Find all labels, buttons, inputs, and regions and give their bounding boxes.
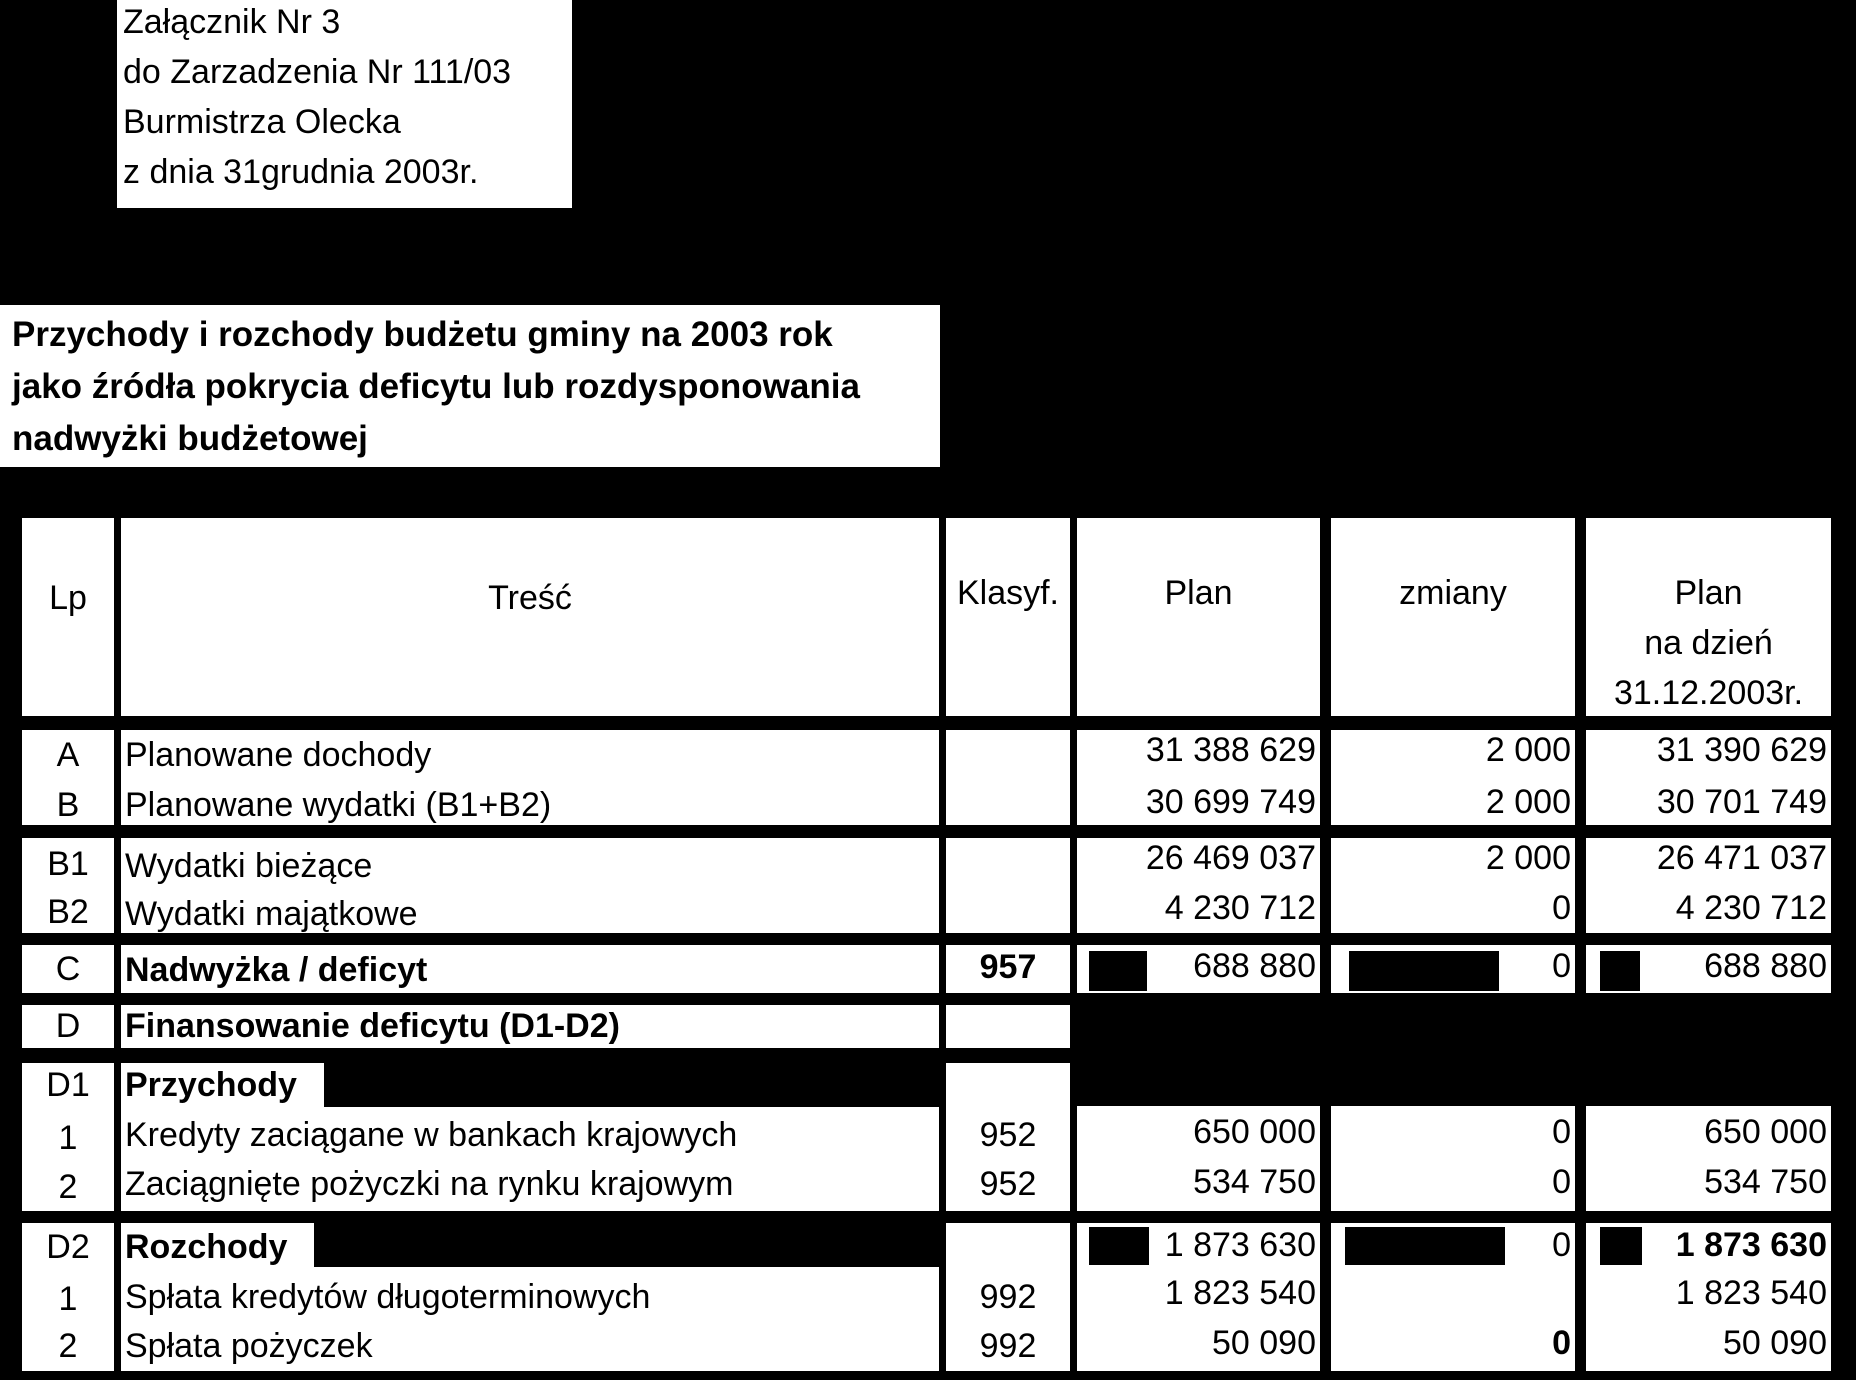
row-zmiany: 2 000 bbox=[1485, 839, 1571, 877]
row-lp: B2 bbox=[47, 893, 89, 931]
row-zmiany: 0 bbox=[1552, 1113, 1571, 1151]
redaction-block bbox=[324, 1063, 939, 1107]
tresc-cell bbox=[121, 730, 939, 825]
redaction-block bbox=[1345, 1227, 1505, 1265]
zmiany-cell bbox=[1331, 730, 1575, 825]
annex-line: Burmistrza Olecka bbox=[123, 103, 401, 141]
row-tresc: Nadwyżka / deficyt bbox=[125, 951, 428, 989]
lp-cell bbox=[22, 945, 114, 993]
zmiany-cell bbox=[1331, 1106, 1575, 1211]
row-plan-dzien: 26 471 037 bbox=[1656, 839, 1827, 877]
redaction-block bbox=[1089, 951, 1147, 991]
klasyf-cell bbox=[946, 730, 1070, 825]
row-tresc: Kredyty zaciągane w bankach krajowych bbox=[125, 1116, 738, 1154]
row-tresc: Przychody bbox=[125, 1066, 297, 1104]
row-plan-dzien: 4 230 712 bbox=[1675, 889, 1827, 927]
annex-header bbox=[117, 0, 572, 208]
klasyf-cell bbox=[946, 945, 1070, 993]
header-plan-dzien: Plan bbox=[1674, 574, 1743, 612]
row-plan-dzien: 650 000 bbox=[1704, 1113, 1827, 1151]
annex-line: z dnia 31grudnia 2003r. bbox=[123, 153, 479, 191]
header-tresc: Treść bbox=[488, 579, 572, 617]
row-lp: A bbox=[56, 736, 80, 774]
row-tresc: Wydatki majątkowe bbox=[125, 895, 418, 933]
annex-line: do Zarzadzenia Nr 111/03 bbox=[123, 53, 512, 91]
row-zmiany: 0 bbox=[1552, 1324, 1571, 1362]
plan-cell bbox=[1077, 838, 1320, 933]
klasyf-cell bbox=[946, 1005, 1070, 1048]
row-tresc: Finansowanie deficytu (D1-D2) bbox=[125, 1007, 620, 1045]
title-line: nadwyżki budżetowej bbox=[12, 419, 368, 458]
row-klasyf: 952 bbox=[979, 1165, 1037, 1203]
row-tresc: Wydatki bieżące bbox=[125, 847, 373, 885]
row-zmiany: 0 bbox=[1552, 1226, 1571, 1264]
row-tresc: Rozchody bbox=[125, 1228, 288, 1266]
annex-line: Załącznik Nr 3 bbox=[123, 3, 341, 41]
row-lp: 1 bbox=[58, 1119, 78, 1157]
row-zmiany: 2 000 bbox=[1485, 783, 1571, 821]
row-lp: 2 bbox=[58, 1327, 78, 1365]
header-plan-dzien: 31.12.2003r. bbox=[1613, 674, 1804, 712]
klasyf-cell bbox=[946, 1223, 1070, 1371]
klasyf-cell bbox=[946, 1063, 1070, 1211]
row-lp: B bbox=[56, 786, 80, 824]
row-plan-dzien: 688 880 bbox=[1704, 947, 1827, 985]
plan-dzien-cell bbox=[1586, 838, 1831, 933]
document-title bbox=[0, 305, 940, 467]
row-plan: 1 823 540 bbox=[1164, 1274, 1316, 1312]
tresc-cell bbox=[121, 1223, 939, 1371]
redaction-block bbox=[1089, 1227, 1149, 1265]
header-tresc-cell bbox=[121, 518, 939, 716]
tresc-cell bbox=[121, 1005, 939, 1048]
row-lp: 2 bbox=[58, 1168, 78, 1206]
row-klasyf: 992 bbox=[979, 1278, 1037, 1316]
zmiany-cell bbox=[1331, 838, 1575, 933]
row-tresc: Planowane wydatki (B1+B2) bbox=[125, 786, 552, 824]
plan-cell bbox=[1077, 945, 1320, 993]
row-lp: D2 bbox=[46, 1228, 90, 1266]
row-plan: 31 388 629 bbox=[1145, 731, 1316, 769]
plan-cell bbox=[1077, 1106, 1320, 1211]
row-plan-dzien: 534 750 bbox=[1704, 1163, 1827, 1201]
redaction-block bbox=[1349, 951, 1499, 991]
row-plan-dzien: 1 873 630 bbox=[1675, 1226, 1827, 1264]
row-lp: 1 bbox=[58, 1280, 78, 1318]
row-plan-dzien: 1 823 540 bbox=[1675, 1274, 1827, 1312]
row-plan: 4 230 712 bbox=[1164, 889, 1316, 927]
row-tresc: Zaciągnięte pożyczki na rynku krajowym bbox=[125, 1165, 734, 1203]
redaction-block bbox=[1600, 1227, 1642, 1265]
lp-cell bbox=[22, 838, 114, 933]
zmiany-cell bbox=[1331, 945, 1575, 993]
row-lp: D bbox=[55, 1007, 81, 1045]
row-plan: 1 873 630 bbox=[1164, 1226, 1316, 1264]
lp-cell bbox=[22, 1063, 114, 1211]
row-plan: 534 750 bbox=[1193, 1163, 1316, 1201]
row-zmiany: 0 bbox=[1552, 947, 1571, 985]
row-zmiany: 0 bbox=[1552, 889, 1571, 927]
row-tresc: Planowane dochody bbox=[125, 736, 432, 774]
row-klasyf: 952 bbox=[979, 1116, 1037, 1154]
plan-dzien-cell bbox=[1586, 1223, 1831, 1371]
header-zmiany: zmiany bbox=[1399, 574, 1507, 612]
row-zmiany: 2 000 bbox=[1485, 731, 1571, 769]
row-klasyf: 992 bbox=[979, 1327, 1037, 1365]
header-plan: Plan bbox=[1164, 574, 1233, 612]
row-tresc: Spłata kredytów długoterminowych bbox=[125, 1278, 651, 1316]
zmiany-cell bbox=[1331, 1223, 1575, 1371]
title-line: jako źródła pokrycia deficytu lub rozdysponowania bbox=[12, 367, 860, 406]
header-klasyf-cell bbox=[946, 518, 1070, 716]
tresc-cell bbox=[121, 945, 939, 993]
lp-cell bbox=[22, 1223, 114, 1371]
row-lp: B1 bbox=[47, 845, 89, 883]
plan-cell bbox=[1077, 730, 1320, 825]
plan-dzien-cell bbox=[1586, 730, 1831, 825]
title-line: Przychody i rozchody budżetu gminy na 2003 rok bbox=[12, 315, 833, 354]
plan-dzien-cell bbox=[1586, 1106, 1831, 1211]
row-plan-dzien: 31 390 629 bbox=[1656, 731, 1827, 769]
row-plan: 26 469 037 bbox=[1145, 839, 1316, 877]
header-klasyf: Klasyf. bbox=[956, 574, 1060, 612]
header-lp: Lp bbox=[49, 579, 87, 617]
row-plan: 30 699 749 bbox=[1145, 783, 1316, 821]
redaction-block bbox=[314, 1223, 939, 1267]
row-plan: 688 880 bbox=[1193, 947, 1316, 985]
tresc-cell bbox=[121, 1063, 939, 1211]
plan-cell bbox=[1077, 1223, 1320, 1371]
row-lp: D1 bbox=[46, 1066, 90, 1104]
row-plan-dzien: 50 090 bbox=[1723, 1324, 1827, 1362]
header-plan-cell bbox=[1077, 518, 1320, 716]
tresc-cell bbox=[121, 838, 939, 933]
row-tresc: Spłata pożyczek bbox=[125, 1327, 373, 1365]
row-plan: 650 000 bbox=[1193, 1113, 1316, 1151]
header-plan-dzien-cell bbox=[1586, 518, 1831, 716]
row-lp: C bbox=[55, 950, 81, 988]
row-plan: 50 090 bbox=[1212, 1324, 1316, 1362]
row-klasyf: 957 bbox=[979, 948, 1037, 986]
plan-dzien-cell bbox=[1586, 945, 1831, 993]
header-plan-dzien: na dzień bbox=[1644, 624, 1773, 662]
redaction-block bbox=[1600, 951, 1640, 991]
lp-cell bbox=[22, 1005, 114, 1048]
row-zmiany: 0 bbox=[1552, 1163, 1571, 1201]
row-plan-dzien: 30 701 749 bbox=[1656, 783, 1827, 821]
lp-cell bbox=[22, 730, 114, 825]
header-zmiany-cell bbox=[1331, 518, 1575, 716]
header-lp-cell bbox=[22, 518, 114, 716]
klasyf-cell bbox=[946, 838, 1070, 933]
